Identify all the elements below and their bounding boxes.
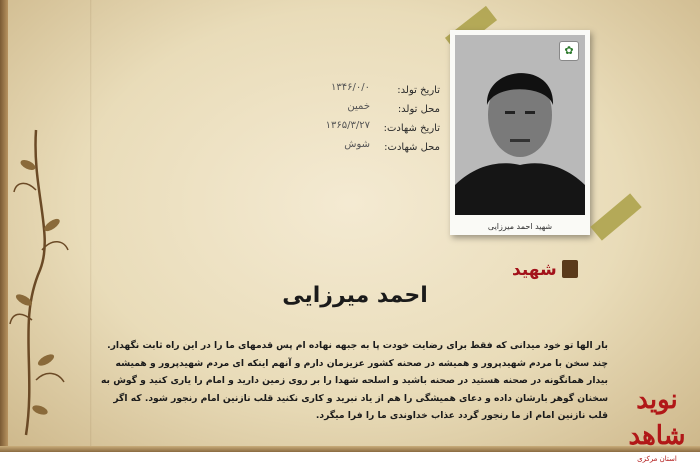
vine-ornament-icon (6, 120, 76, 440)
portrait-silhouette-icon (455, 35, 585, 215)
emblem-icon: ✿ (559, 41, 579, 61)
logo-subtitle: استان مرکزی (637, 455, 677, 463)
info-row-birth-date (320, 82, 440, 104)
navid-shahed-logo (620, 382, 694, 463)
info-value: خمین (347, 101, 370, 112)
shahid-badge-icon (562, 260, 578, 278)
book-page-edges (0, 446, 700, 452)
info-label: تاریخ تولد: (397, 85, 440, 96)
shahid-badge: شهید (512, 260, 557, 280)
info-value: ۱۳۶۵/۳/۲۷ (325, 120, 370, 131)
info-row-martyrdom-place (320, 139, 440, 161)
info-value: شوش (344, 139, 370, 150)
portrait-frame (450, 30, 590, 235)
photo-caption: شهید احمد میرزایی (487, 222, 553, 231)
logo-wordmark: نوید شاهد (628, 385, 686, 451)
info-label: محل تولد: (397, 104, 440, 115)
tape-bottom (590, 193, 641, 240)
info-label: تاریخ شهادت: (383, 123, 440, 134)
info-table (320, 82, 440, 161)
testament-text: بار الها تو خود میدانی که فقط برای رضایت خودت پا به جبهه نهاده ام پس قدمهای ما را در این راه ثابت نگهدار. چند سخن با مردم شهیدپرور و همیشه در صحنه کشور عزیزمان دارم و آنهم اینکه ای مردم شهیدپرور و همیشه بیدار همانگونه در صحنه هستید در صحنه باشید و اسلحه شهدا را بر روی زمین دارید و امام را یاری کنید و گوش به سخنان گوهر بارشان داده و دعای همیشگی را هم از یاد نبرید و کاری نکنید قلب نازنین امام رنجور شود. که اگر قلب نازنین امام از ما رنجور گردد عذاب خداوندی ما را فرا میگرد. (100, 340, 608, 421)
page-fold (90, 0, 92, 452)
info-row-martyrdom-date (320, 120, 440, 142)
martyr-name: احمد میرزایی (282, 283, 428, 308)
portrait-photo (455, 35, 585, 215)
info-label: محل شهادت: (384, 142, 440, 153)
info-value: ۱۳۴۶/۰/۰ (331, 82, 370, 93)
